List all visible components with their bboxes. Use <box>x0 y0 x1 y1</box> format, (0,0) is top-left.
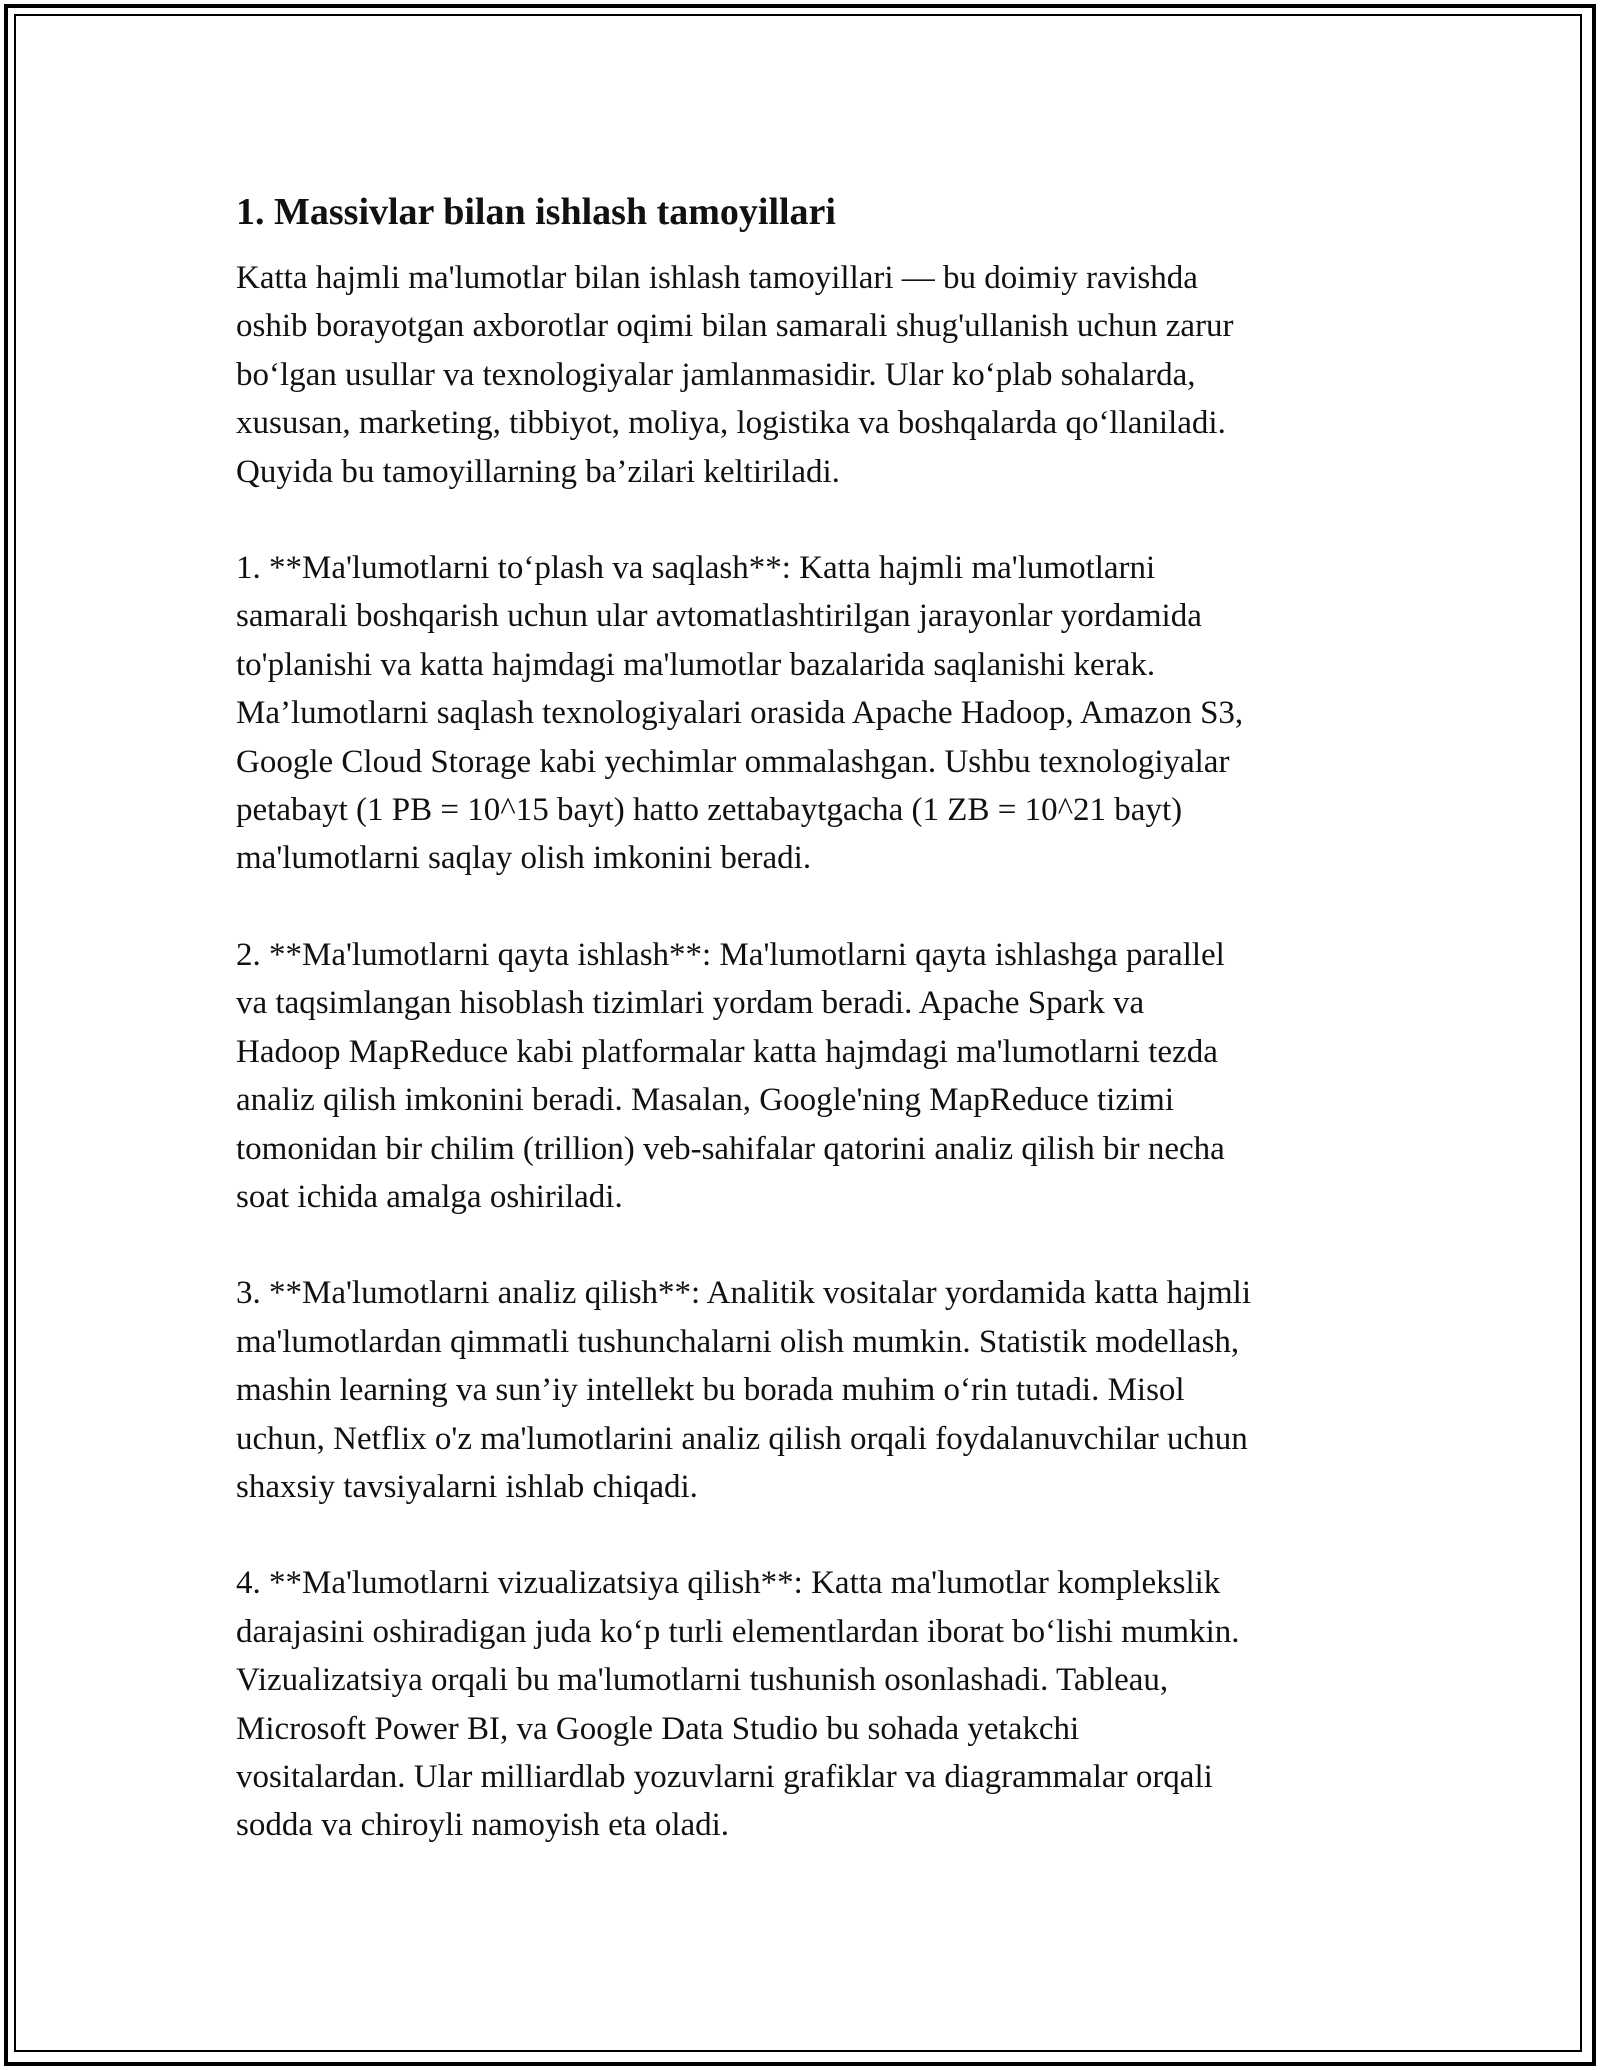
document-body <box>236 186 1376 1898</box>
text-line: vositalardan. Ular milliardlab yozuvlarni grafiklar va diagrammalar orqali <box>236 1758 1213 1795</box>
text-line: uchun, Netflix o'z ma'lumotlarini analiz qilish orqali foydalanuvchilar uchun <box>236 1420 1248 1457</box>
text-line: 4. **Ma'lumotlarni vizualizatsiya qilish**: Katta ma'lumotlar komplekslik <box>236 1565 1221 1602</box>
text-line: samarali boshqarish uchun ular avtomatlashtirilgan jarayonlar yordamida <box>236 598 1202 635</box>
text-line: shaxsiy tavsiyalarni ishlab chiqadi. <box>236 1468 698 1505</box>
text-line: tomonidan bir chilim (trillion) veb-sahifalar qatorini analiz qilish bir necha <box>236 1130 1225 1167</box>
text-line: to'planishi va katta hajmdagi ma'lumotlar bazalarida saqlanishi kerak. <box>236 646 1156 683</box>
text-line: darajasini oshiradigan juda ko‘p turli elementlardan iborat bo‘lishi mumkin. <box>236 1613 1240 1650</box>
text-line: 2. **Ma'lumotlarni qayta ishlash**: Ma'lumotlarni qayta ishlashga parallel <box>236 936 1225 973</box>
text-line: xususan, marketing, tibbiyot, moliya, logistika va boshqalarda qo‘llaniladi. <box>236 405 1226 442</box>
text-line: Microsoft Power BI, va Google Data Studio bu sohada yetakchi <box>236 1710 1080 1747</box>
text-line: Ma’lumotlarni saqlash texnologiyalari orasida Apache Hadoop, Amazon S3, <box>236 695 1244 732</box>
text-line: ma'lumotlardan qimmatli tushunchalarni olish mumkin. Statistik modellash, <box>236 1323 1240 1360</box>
text-line: 3. **Ma'lumotlarni analiz qilish**: Analitik vositalar yordamida katta hajmli <box>236 1275 1251 1312</box>
text-line: 1. **Ma'lumotlarni to‘plash va saqlash**: Katta hajmli ma'lumotlarni <box>236 550 1156 587</box>
text-line: Google Cloud Storage kabi yechimlar ommalashgan. Ushbu texnologiyalar <box>236 743 1230 780</box>
text-line: Quyida bu tamoyillarning ba’zilari keltiriladi. <box>236 453 840 490</box>
list-item-2-paragraph <box>236 931 1376 1221</box>
text-line: analiz qilish imkonini beradi. Masalan, Google'ning MapReduce tizimi <box>236 1082 1174 1119</box>
intro-paragraph <box>236 254 1376 496</box>
list-item-4-paragraph <box>236 1559 1376 1849</box>
text-line: oshib borayotgan axborotlar oqimi bilan samarali shug'ullanish uchun zarur <box>236 308 1234 345</box>
text-line: bo‘lgan usullar va texnologiyalar jamlanmasidir. Ular ko‘plab sohalarda, <box>236 356 1196 393</box>
list-item-3-paragraph <box>236 1269 1376 1511</box>
text-line: soat ichida amalga oshiriladi. <box>236 1178 623 1215</box>
text-line: ma'lumotlarni saqlay olish imkonini beradi. <box>236 840 812 877</box>
text-line: mashin learning va sun’iy intellekt bu borada muhim o‘rin tutadi. Misol <box>236 1372 1185 1409</box>
section-heading: 1. Massivlar bilan ishlash tamoyillari <box>236 191 836 233</box>
text-line: Hadoop MapReduce kabi platformalar katta hajmdagi ma'lumotlarni tezda <box>236 1033 1218 1070</box>
text-line: Vizualizatsiya orqali bu ma'lumotlarni tushunish osonlashadi. Tableau, <box>236 1662 1169 1699</box>
text-line: va taqsimlangan hisoblash tizimlari yordam beradi. Apache Spark va <box>236 985 1145 1022</box>
text-line: Katta hajmli ma'lumotlar bilan ishlash tamoyillari — bu doimiy ravishda <box>236 260 1198 296</box>
text-line: sodda va chiroyli namoyish eta oladi. <box>236 1807 730 1844</box>
text-line: petabayt (1 PB = 10^15 bayt) hatto zettabaytgacha (1 ZB = 10^21 bayt) <box>236 792 1183 829</box>
list-item-1-paragraph <box>236 544 1376 883</box>
